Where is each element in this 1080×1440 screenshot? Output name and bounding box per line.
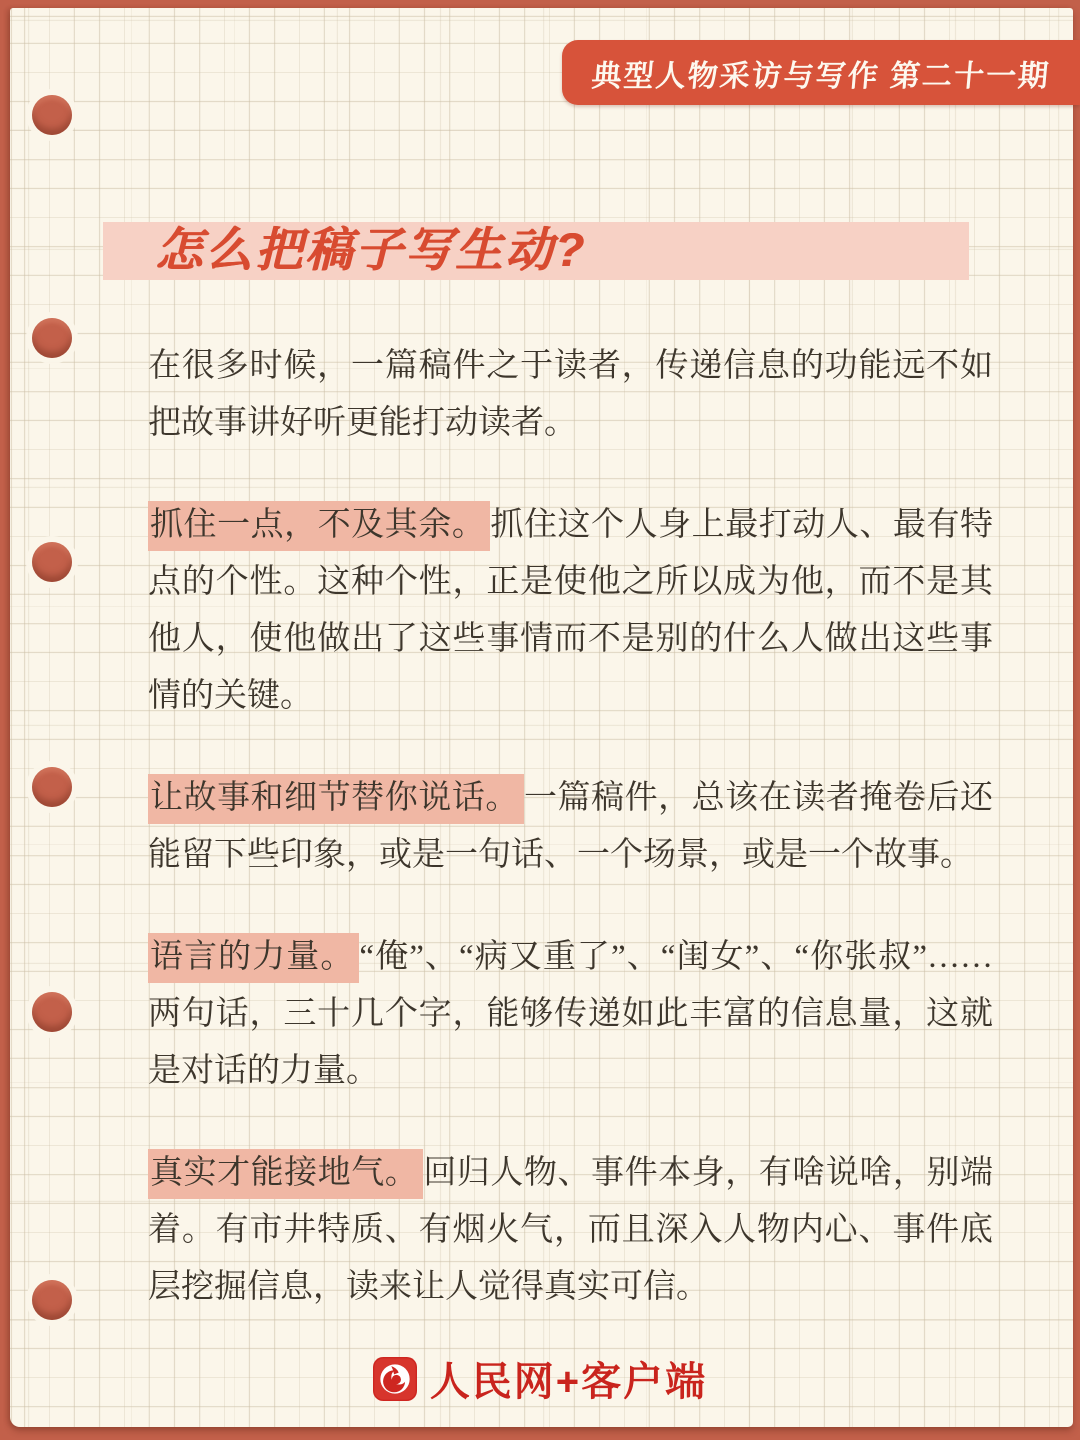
paragraph xyxy=(148,929,993,1100)
binder-hole xyxy=(32,992,72,1032)
footer-brand xyxy=(0,1350,1080,1407)
title-highlight-bar xyxy=(103,222,969,280)
paragraph xyxy=(148,1145,993,1316)
paragraph-text: 抓住这个人身上最打动人、最有特点的个性。这种个性，正是使他之所以成为他，而不是其他人，使他做出了这些事情而不是别的什么人做出这些事情的关键。 xyxy=(148,507,994,714)
people-network-crescent-icon xyxy=(373,1357,417,1401)
highlight-phrase: 真实才能接地气。 xyxy=(148,1149,423,1199)
binder-hole xyxy=(32,767,72,807)
paragraph xyxy=(148,338,993,452)
binder-hole xyxy=(32,318,72,358)
paragraph-text: 回归人物、事件本身，有啥说啥，别端着。有市井特质、有烟火气，而且深入人物内心、事件底层挖掘信息，读来让人觉得真实可信。 xyxy=(148,1155,994,1305)
paragraph-text: 在很多时候，一篇稿件之于读者，传递信息的功能远不如把故事讲好听更能打动读者。 xyxy=(148,348,993,441)
footer-brand-text: 人民网+客户端 xyxy=(429,1360,708,1404)
paragraph xyxy=(148,770,993,884)
highlight-phrase: 让故事和细节替你说话。 xyxy=(148,774,524,824)
highlight-phrase: 语言的力量。 xyxy=(148,933,359,983)
binder-hole xyxy=(32,542,72,582)
article-body xyxy=(148,338,993,1316)
issue-badge xyxy=(562,40,1080,105)
paragraph xyxy=(148,497,993,725)
page-title: 怎么把稿子写生动? xyxy=(155,223,587,276)
binder-hole xyxy=(32,1280,72,1320)
paragraph-text: 一篇稿件，总该在读者掩卷后还能留下些印象，或是一句话、一个场景，或是一个故事。 xyxy=(148,780,994,873)
highlight-phrase: 抓住一点，不及其余。 xyxy=(148,501,490,551)
binder-hole xyxy=(32,95,72,135)
issue-badge-label: 典型人物采访与写作 第二十一期 xyxy=(589,59,1052,93)
paragraph-text: “俺”、“病又重了”、“闺女”、“你张叔”……两句话，三十几个字，能够传递如此丰富的信息量，这就是对话的力量。 xyxy=(148,939,993,1089)
